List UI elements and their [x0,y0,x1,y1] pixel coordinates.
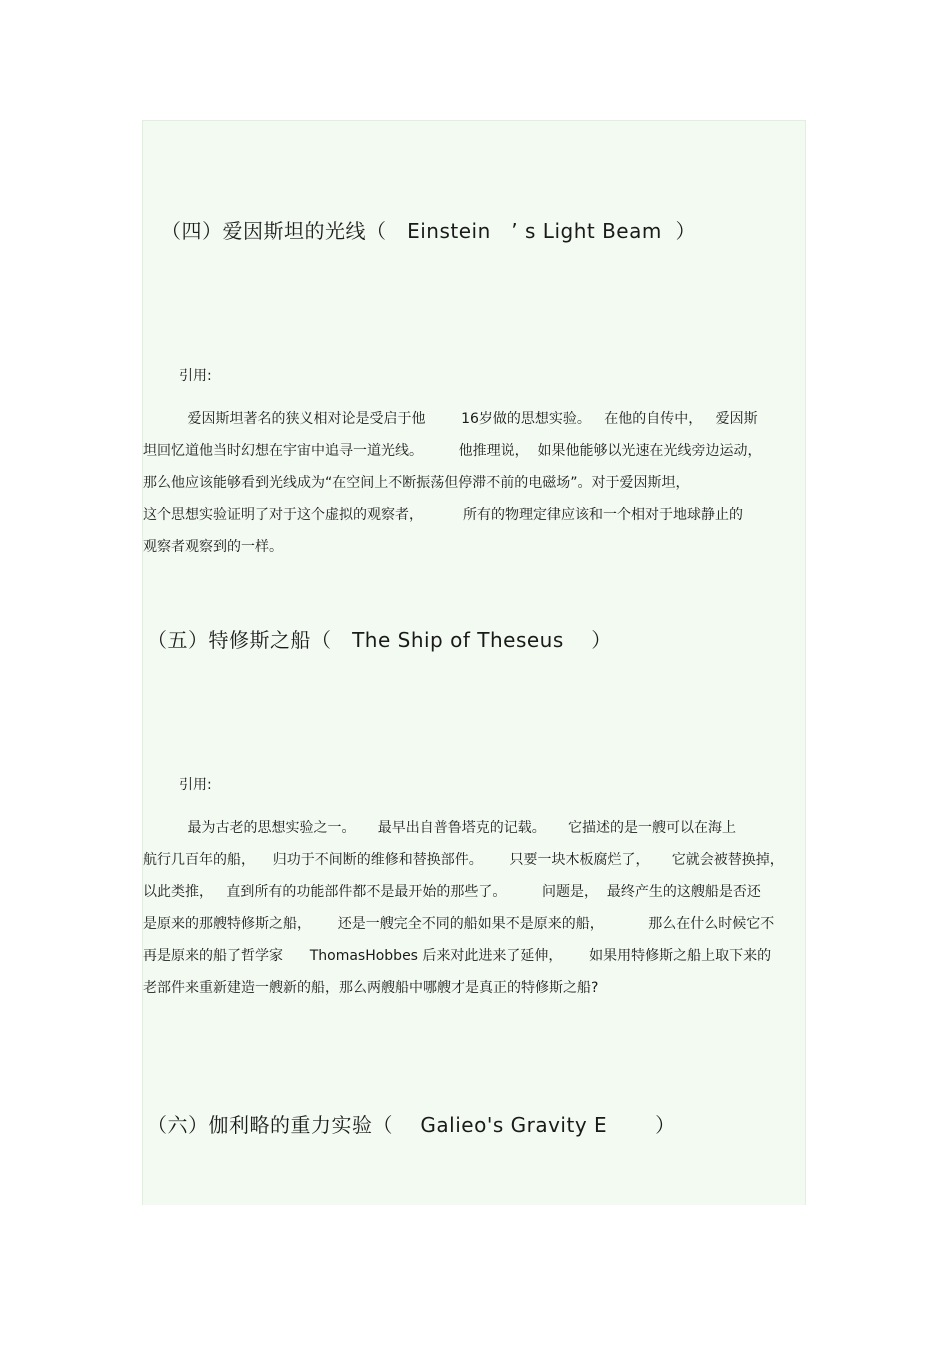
paragraph-line: 那么他应该能够看到光线成为“在空间上不断振荡但停滞不前的电磁场”。对于爱因斯坦， [143,475,690,491]
paragraph-line: 这个思想实验证明了对于这个虚拟的观察者， 所有的物理定律应该和一个相对于地球静止的 [143,507,744,523]
section-heading-theseus: （五）特修斯之船（ The Ship of Theseus ） [147,628,612,652]
paragraph-line: 以此类推， 直到所有的功能部件都不是最开始的那些了。 问题是， 最终产生的这艘船是否还 [143,884,761,900]
section-heading-galileo: （六）伽利略的重力实验（ Galieo's Gravity E ） [147,1113,676,1137]
paragraph-line: 观察者观察到的一样。 [143,539,283,555]
section-heading-einstein: （四）爱因斯坦的光线（ Einstein ’ s Light Beam ） [161,219,697,243]
document-page [142,120,806,1205]
quote-label: 引用: [179,777,212,793]
paragraph-line: 爱因斯坦著名的狭义相对论是受启于他 16岁做的思想实验。 在他的自传中， 爱因斯 [143,411,758,427]
paragraph-line: 坦回忆道他当时幻想在宇宙中追寻一道光线。 他推理说， 如果他能够以光速在光线旁边运动， [143,443,762,459]
paragraph-line: 再是原来的船了哲学家 ThomasHobbes 后来对此进来了延伸， 如果用特修斯之船上取下来的 [143,948,772,964]
paragraph-line: 航行几百年的船， 归功于不间断的维修和替换部件。 只要一块木板腐烂了， 它就会被替换掉， [143,852,784,868]
quote-label: 引用: [179,368,212,384]
paragraph-einstein [143,403,807,563]
paragraph-line: 老部件来重新建造一艘新的船，那么两艘船中哪艘才是真正的特修斯之船? [143,980,599,996]
paragraph-theseus [143,812,807,1004]
paragraph-line: 是原来的那艘特修斯之船， 还是一艘完全不同的船如果不是原来的船， 那么在什么时候它不 [143,916,775,932]
paragraph-line: 最为古老的思想实验之一。 最早出自普鲁塔克的记载。 它描述的是一艘可以在海上 [143,820,737,836]
